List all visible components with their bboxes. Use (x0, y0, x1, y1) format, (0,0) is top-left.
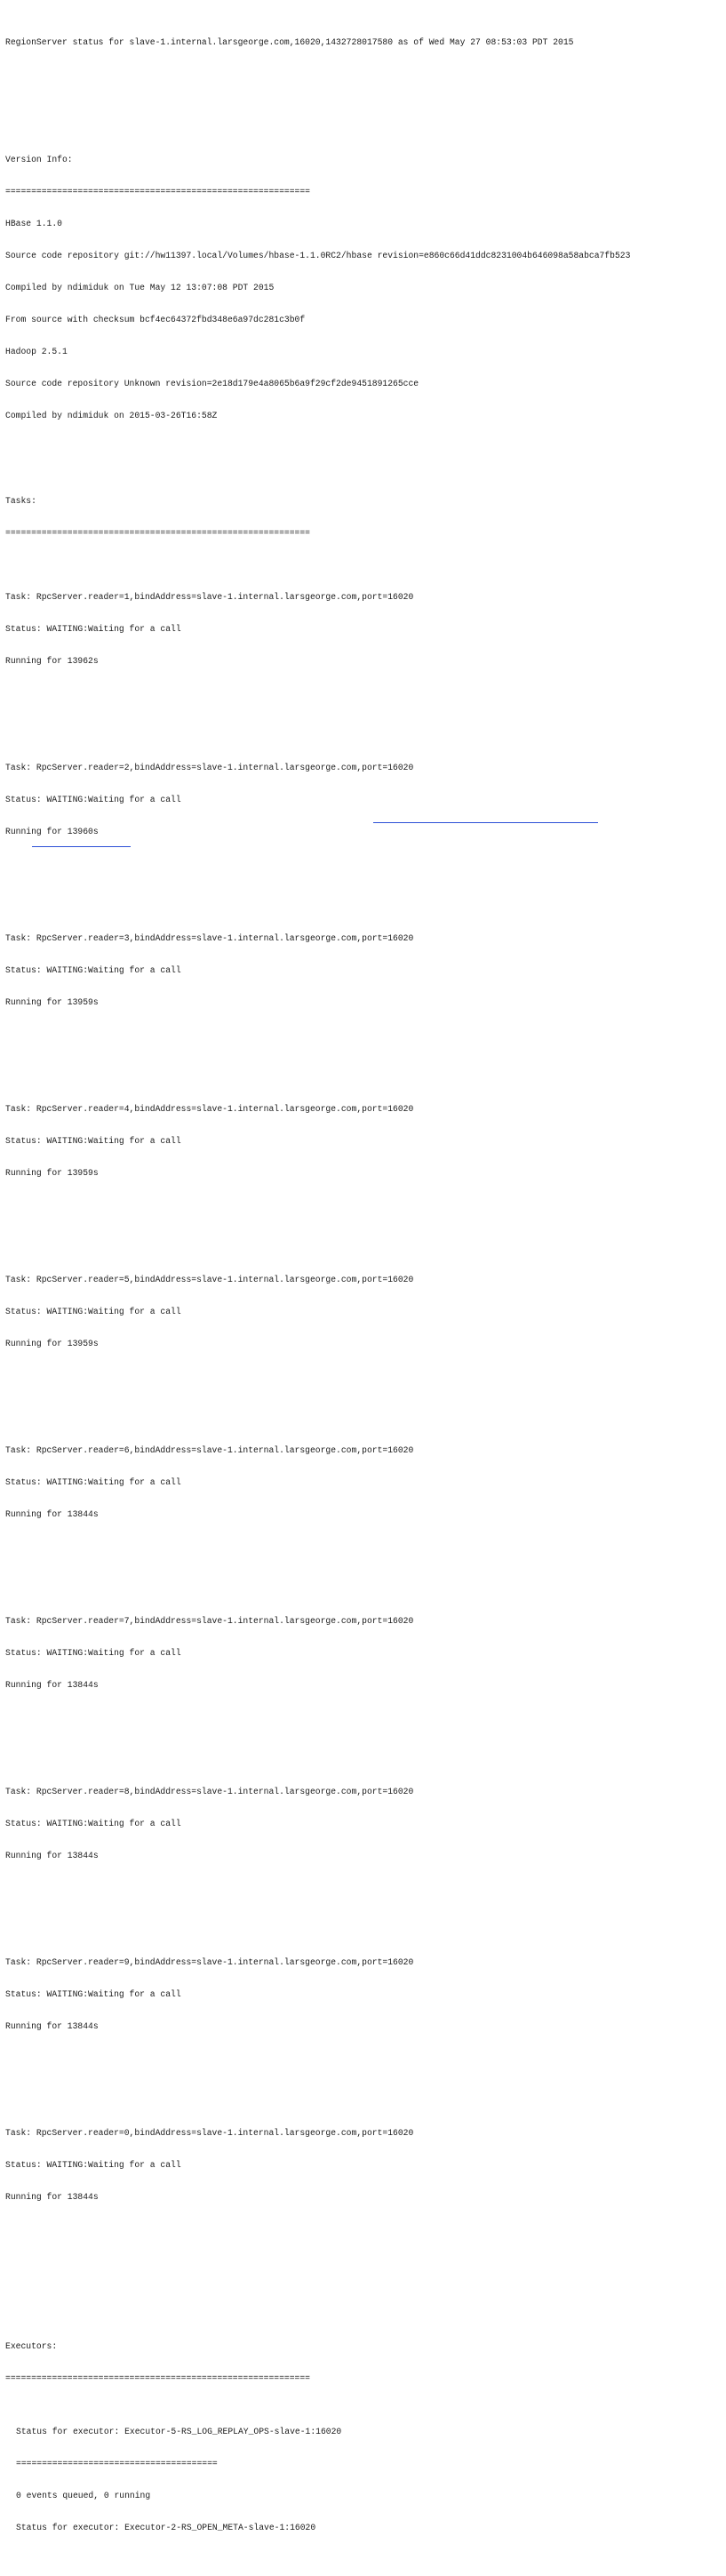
version-line: HBase 1.1.0 (5, 219, 62, 228)
executor-status: Status for executor: Executor-5-RS_LOG_REPLAY_OPS-slave-1:16020 (16, 2427, 342, 2436)
executor-queue-info: 0 events queued, 0 running (16, 2491, 151, 2500)
task-running-time: Running for 13959s (5, 997, 99, 1007)
executor-status-next: Status for executor: Executor-2-RS_OPEN_META-slave-1:16020 (16, 2523, 316, 2532)
task-entry (5, 571, 721, 720)
spacer (5, 112, 721, 123)
task-entry (5, 1424, 721, 1573)
spacer (5, 1712, 721, 1723)
section-title-executors: Executors: (5, 2341, 58, 2351)
task-status: Status: WAITING:Waiting for a call (5, 1989, 181, 1999)
task-status: Status: WAITING:Waiting for a call (5, 2160, 181, 2170)
section-separator: =========================================================== (5, 528, 310, 538)
section-title-tasks: Tasks: (5, 496, 36, 506)
link-underline[interactable] (32, 846, 131, 847)
section-separator: =========================================================== (5, 187, 310, 196)
task-entry (5, 741, 721, 891)
task-name: Task: RpcServer.reader=4,bindAddress=slave-1.internal.larsgeorge.com,port=16020 (5, 1104, 414, 1114)
task-running-time: Running for 13959s (5, 1168, 99, 1178)
task-name: Task: RpcServer.reader=5,bindAddress=slave-1.internal.larsgeorge.com,port=16020 (5, 1275, 414, 1284)
task-running-time: Running for 13844s (5, 1680, 99, 1690)
task-entry (5, 1253, 721, 1403)
spacer (5, 1371, 721, 1381)
executor-entry (5, 2405, 721, 2555)
link-underline[interactable] (373, 822, 598, 823)
spacer (5, 1200, 721, 1211)
spacer (5, 2053, 721, 2064)
spacer (5, 69, 721, 91)
spacer (5, 1883, 721, 1893)
spacer (5, 1541, 721, 1552)
version-line: Hadoop 2.5.1 (5, 347, 68, 356)
task-running-time: Running for 13960s (5, 827, 99, 836)
task-status: Status: WAITING:Waiting for a call (5, 1819, 181, 1828)
section-title-version-info: Version Info: (5, 155, 73, 164)
version-line: From source with checksum bcf4ec64372fbd348e6a97dc281c3b0f (5, 315, 306, 324)
task-name: Task: RpcServer.reader=7,bindAddress=slave-1.internal.larsgeorge.com,port=16020 (5, 1616, 414, 1626)
task-running-time: Running for 13844s (5, 2021, 99, 2031)
task-name: Task: RpcServer.reader=8,bindAddress=slave-1.internal.larsgeorge.com,port=16020 (5, 1787, 414, 1796)
task-status: Status: WAITING:Waiting for a call (5, 624, 181, 634)
version-line: Source code repository Unknown revision=2e18d179e4a8065b6a9f29cf2de9451891265cce (5, 379, 419, 388)
task-status: Status: WAITING:Waiting for a call (5, 795, 181, 804)
task-name: Task: RpcServer.reader=3,bindAddress=slave-1.internal.larsgeorge.com,port=16020 (5, 933, 414, 943)
task-entry (5, 912, 721, 1061)
status-header: RegionServer status for slave-1.internal.larsgeorge.com,16020,1432728017580 as of Wed May 27 08:53:03 PDT 2015 (5, 37, 574, 47)
version-line: Source code repository git://hw11397.local/Volumes/hbase-1.1.0RC2/hbase revision=e860c66d41ddc8231004b646098a58abca7fb523 (5, 251, 631, 260)
spacer (5, 2256, 721, 2277)
status-dump (5, 5, 721, 2532)
task-status: Status: WAITING:Waiting for a call (5, 965, 181, 975)
task-name: Task: RpcServer.reader=1,bindAddress=slave-1.internal.larsgeorge.com,port=16020 (5, 592, 414, 602)
task-status: Status: WAITING:Waiting for a call (5, 1477, 181, 1487)
version-line: Compiled by ndimiduk on 2015-03-26T16:58Z (5, 411, 218, 420)
task-running-time: Running for 13844s (5, 2192, 99, 2202)
spacer (5, 1029, 721, 1040)
task-status: Status: WAITING:Waiting for a call (5, 1307, 181, 1316)
task-name: Task: RpcServer.reader=6,bindAddress=slave-1.internal.larsgeorge.com,port=16020 (5, 1445, 414, 1455)
task-running-time: Running for 13844s (5, 1851, 99, 1860)
version-line: Compiled by ndimiduk on Tue May 12 13:07:08 PDT 2015 (5, 283, 275, 292)
section-separator: =========================================================== (5, 2373, 310, 2383)
task-entry (5, 1936, 721, 2085)
spacer (5, 2299, 721, 2309)
task-running-time: Running for 13959s (5, 1339, 99, 1348)
task-running-time: Running for 13844s (5, 1509, 99, 1519)
executor-separator: ======================================= (16, 2459, 218, 2468)
task-running-time: Running for 13962s (5, 656, 99, 666)
task-name: Task: RpcServer.reader=0,bindAddress=slave-1.internal.larsgeorge.com,port=16020 (5, 2128, 414, 2138)
spacer (5, 688, 721, 699)
task-status: Status: WAITING:Waiting for a call (5, 1136, 181, 1146)
task-entry (5, 1083, 721, 1232)
spacer (5, 443, 721, 464)
task-entry (5, 2107, 721, 2224)
spacer (5, 859, 721, 869)
task-name: Task: RpcServer.reader=9,bindAddress=slave-1.internal.larsgeorge.com,port=16020 (5, 1957, 414, 1967)
task-entry (5, 1595, 721, 1744)
task-name: Task: RpcServer.reader=2,bindAddress=slave-1.internal.larsgeorge.com,port=16020 (5, 763, 414, 772)
task-entry (5, 1765, 721, 1915)
task-status: Status: WAITING:Waiting for a call (5, 1648, 181, 1658)
